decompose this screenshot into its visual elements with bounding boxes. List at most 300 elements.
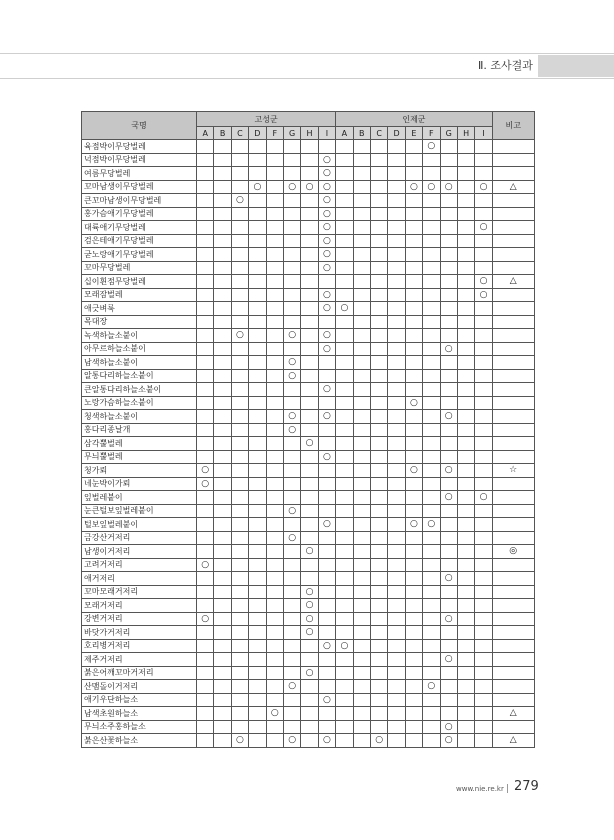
site-column-header: A xyxy=(336,127,353,140)
presence-cell xyxy=(283,248,300,262)
presence-cell xyxy=(370,612,387,626)
table-row xyxy=(82,693,535,707)
species-name: 금강산거저리 xyxy=(82,531,197,545)
presence-cell xyxy=(475,599,492,613)
presence-cell xyxy=(440,423,457,437)
presence-cell xyxy=(249,329,266,343)
presence-cell xyxy=(370,707,387,721)
species-name: 아무르하늘소붙이 xyxy=(82,342,197,356)
presence-cell xyxy=(214,545,231,559)
note-cell xyxy=(492,477,534,491)
presence-cell xyxy=(457,558,474,572)
presence-cell xyxy=(214,315,231,329)
presence-cell xyxy=(249,680,266,694)
presence-cell xyxy=(440,437,457,451)
site-column-header: D xyxy=(249,127,266,140)
presence-cell xyxy=(266,261,283,275)
presence-cell xyxy=(370,221,387,235)
presence-cell xyxy=(266,167,283,181)
note-column-header: 비고 xyxy=(492,112,534,140)
presence-cell xyxy=(440,545,457,559)
presence-cell xyxy=(475,531,492,545)
presence-cell xyxy=(266,234,283,248)
presence-cell xyxy=(318,599,335,613)
presence-cell xyxy=(336,464,353,478)
presence-cell xyxy=(440,261,457,275)
presence-cell xyxy=(249,369,266,383)
presence-cell xyxy=(249,720,266,734)
presence-cell: ○ xyxy=(440,491,457,505)
presence-cell xyxy=(318,491,335,505)
presence-cell xyxy=(440,329,457,343)
presence-cell xyxy=(405,639,422,653)
presence-cell xyxy=(370,639,387,653)
presence-cell xyxy=(318,720,335,734)
presence-cell xyxy=(370,464,387,478)
presence-cell xyxy=(370,180,387,194)
table-row xyxy=(82,167,535,181)
presence-cell xyxy=(283,396,300,410)
presence-cell xyxy=(301,639,318,653)
note-cell xyxy=(492,639,534,653)
presence-cell xyxy=(231,491,248,505)
presence-cell xyxy=(475,612,492,626)
presence-cell xyxy=(457,491,474,505)
note-cell xyxy=(492,653,534,667)
presence-cell xyxy=(353,288,370,302)
presence-cell xyxy=(405,275,422,289)
presence-cell: ○ xyxy=(440,734,457,748)
presence-cell xyxy=(301,410,318,424)
species-name: 애기우단하늘소 xyxy=(82,693,197,707)
presence-cell xyxy=(423,234,440,248)
note-cell xyxy=(492,491,534,505)
presence-cell xyxy=(266,410,283,424)
presence-cell xyxy=(440,639,457,653)
presence-cell xyxy=(318,572,335,586)
presence-cell xyxy=(353,491,370,505)
presence-cell xyxy=(370,234,387,248)
presence-cell xyxy=(336,720,353,734)
presence-cell xyxy=(370,720,387,734)
table-row xyxy=(82,180,535,194)
species-name: 녹색하늘소붙이 xyxy=(82,329,197,343)
presence-cell: ○ xyxy=(405,396,422,410)
presence-cell xyxy=(370,626,387,640)
group-inje-header: 인제군 xyxy=(336,112,493,127)
presence-cell xyxy=(197,720,214,734)
presence-cell: ○ xyxy=(283,680,300,694)
note-cell xyxy=(492,626,534,640)
presence-cell xyxy=(388,396,405,410)
presence-cell xyxy=(318,666,335,680)
note-cell xyxy=(492,194,534,208)
presence-cell: ○ xyxy=(318,207,335,221)
species-name: 노랑가슴하늘소붙이 xyxy=(82,396,197,410)
presence-cell xyxy=(231,261,248,275)
presence-cell xyxy=(214,491,231,505)
presence-cell xyxy=(457,612,474,626)
presence-cell xyxy=(283,612,300,626)
presence-cell xyxy=(370,693,387,707)
table-row xyxy=(82,356,535,370)
presence-cell xyxy=(423,342,440,356)
presence-cell xyxy=(423,666,440,680)
presence-cell: ○ xyxy=(283,423,300,437)
name-column-header: 국명 xyxy=(82,112,197,140)
species-name: 애긋벼룩 xyxy=(82,302,197,316)
presence-cell xyxy=(301,356,318,370)
presence-cell xyxy=(318,423,335,437)
presence-cell xyxy=(318,585,335,599)
presence-cell xyxy=(231,153,248,167)
note-cell xyxy=(492,207,534,221)
note-cell xyxy=(492,558,534,572)
presence-cell xyxy=(266,653,283,667)
section-tab-bar xyxy=(538,55,614,77)
table-row xyxy=(82,585,535,599)
table-row xyxy=(82,477,535,491)
presence-cell xyxy=(475,342,492,356)
table-row xyxy=(82,207,535,221)
presence-cell xyxy=(231,599,248,613)
presence-cell xyxy=(249,167,266,181)
presence-cell xyxy=(353,572,370,586)
presence-cell xyxy=(231,720,248,734)
presence-cell xyxy=(370,666,387,680)
presence-cell xyxy=(388,153,405,167)
note-cell: △ xyxy=(492,707,534,721)
presence-cell xyxy=(457,261,474,275)
presence-cell xyxy=(353,275,370,289)
presence-cell xyxy=(440,558,457,572)
presence-cell xyxy=(231,140,248,154)
presence-cell xyxy=(197,585,214,599)
presence-cell: ○ xyxy=(423,140,440,154)
presence-cell xyxy=(405,558,422,572)
presence-cell xyxy=(336,369,353,383)
note-cell: △ xyxy=(492,180,534,194)
presence-cell xyxy=(283,167,300,181)
presence-cell xyxy=(370,302,387,316)
presence-cell xyxy=(214,585,231,599)
presence-cell xyxy=(197,275,214,289)
presence-cell xyxy=(266,572,283,586)
presence-cell xyxy=(197,423,214,437)
presence-cell xyxy=(249,437,266,451)
presence-cell xyxy=(214,450,231,464)
presence-cell: ○ xyxy=(318,693,335,707)
presence-cell xyxy=(336,545,353,559)
presence-cell xyxy=(301,329,318,343)
presence-cell xyxy=(370,491,387,505)
presence-cell xyxy=(336,410,353,424)
presence-cell xyxy=(283,558,300,572)
presence-cell xyxy=(266,639,283,653)
presence-cell xyxy=(388,450,405,464)
presence-cell xyxy=(475,383,492,397)
presence-cell xyxy=(231,518,248,532)
presence-cell: ○ xyxy=(318,194,335,208)
note-cell xyxy=(492,666,534,680)
species-name: 삼각뿔벌레 xyxy=(82,437,197,451)
presence-cell xyxy=(197,504,214,518)
presence-cell xyxy=(336,423,353,437)
presence-cell xyxy=(457,464,474,478)
presence-cell xyxy=(336,153,353,167)
presence-cell xyxy=(266,396,283,410)
presence-cell xyxy=(440,531,457,545)
species-name: 털보잎벌레붙이 xyxy=(82,518,197,532)
presence-cell xyxy=(475,464,492,478)
presence-cell xyxy=(457,734,474,748)
presence-cell xyxy=(197,302,214,316)
presence-cell xyxy=(423,369,440,383)
note-cell: △ xyxy=(492,275,534,289)
presence-cell xyxy=(405,207,422,221)
presence-cell xyxy=(249,491,266,505)
presence-cell: ○ xyxy=(301,612,318,626)
table-row xyxy=(82,221,535,235)
presence-cell xyxy=(318,504,335,518)
presence-cell xyxy=(336,261,353,275)
table-row xyxy=(82,261,535,275)
presence-cell xyxy=(423,288,440,302)
presence-cell xyxy=(231,302,248,316)
presence-cell xyxy=(283,153,300,167)
presence-cell xyxy=(249,275,266,289)
presence-cell xyxy=(423,626,440,640)
presence-cell xyxy=(423,275,440,289)
presence-cell xyxy=(249,356,266,370)
presence-cell: ○ xyxy=(475,221,492,235)
species-name: 홍가슴애기무당벌레 xyxy=(82,207,197,221)
presence-cell xyxy=(231,315,248,329)
presence-cell xyxy=(231,626,248,640)
presence-cell xyxy=(214,639,231,653)
presence-cell xyxy=(440,302,457,316)
presence-cell xyxy=(336,140,353,154)
site-column-header: G xyxy=(440,127,457,140)
presence-cell: ○ xyxy=(266,707,283,721)
presence-cell xyxy=(301,369,318,383)
presence-cell xyxy=(405,329,422,343)
presence-cell xyxy=(423,545,440,559)
note-cell xyxy=(492,599,534,613)
presence-cell xyxy=(405,734,422,748)
presence-cell xyxy=(231,639,248,653)
presence-cell xyxy=(231,572,248,586)
presence-cell: ○ xyxy=(475,491,492,505)
presence-cell xyxy=(475,261,492,275)
presence-cell xyxy=(231,423,248,437)
species-name: 큰꼬마남생이무당벌레 xyxy=(82,194,197,208)
presence-cell xyxy=(283,477,300,491)
note-cell xyxy=(492,315,534,329)
presence-cell: ○ xyxy=(318,248,335,262)
note-cell xyxy=(492,221,534,235)
presence-cell xyxy=(353,585,370,599)
presence-cell xyxy=(197,450,214,464)
presence-cell xyxy=(249,234,266,248)
presence-cell xyxy=(214,261,231,275)
presence-cell xyxy=(353,504,370,518)
presence-cell xyxy=(353,545,370,559)
footer-url: www.nie.re.kr xyxy=(456,785,504,793)
presence-cell xyxy=(440,396,457,410)
presence-cell xyxy=(283,288,300,302)
presence-cell xyxy=(336,275,353,289)
species-name: 제주거저리 xyxy=(82,653,197,667)
presence-cell xyxy=(301,477,318,491)
presence-cell xyxy=(405,315,422,329)
presence-cell xyxy=(457,221,474,235)
presence-cell xyxy=(457,599,474,613)
presence-cell xyxy=(440,194,457,208)
presence-cell xyxy=(370,599,387,613)
presence-cell xyxy=(318,653,335,667)
presence-cell xyxy=(457,504,474,518)
presence-cell xyxy=(405,477,422,491)
presence-cell xyxy=(475,653,492,667)
presence-cell xyxy=(336,194,353,208)
presence-cell xyxy=(318,545,335,559)
presence-cell: ○ xyxy=(301,585,318,599)
presence-cell xyxy=(475,666,492,680)
presence-cell xyxy=(457,585,474,599)
presence-cell xyxy=(231,653,248,667)
presence-cell xyxy=(475,329,492,343)
table-row xyxy=(82,288,535,302)
presence-cell xyxy=(318,680,335,694)
species-name: 청색하늘소붙이 xyxy=(82,410,197,424)
presence-cell xyxy=(336,653,353,667)
table-row xyxy=(82,153,535,167)
presence-cell xyxy=(353,153,370,167)
presence-cell xyxy=(440,248,457,262)
presence-cell xyxy=(440,288,457,302)
presence-cell: ○ xyxy=(197,558,214,572)
presence-cell xyxy=(301,653,318,667)
presence-cell xyxy=(405,234,422,248)
species-name: 산맴돌이거저리 xyxy=(82,680,197,694)
presence-cell xyxy=(301,693,318,707)
site-column-header: I xyxy=(318,127,335,140)
presence-cell xyxy=(249,207,266,221)
note-cell xyxy=(492,288,534,302)
presence-cell xyxy=(266,491,283,505)
presence-cell xyxy=(457,396,474,410)
presence-cell xyxy=(336,518,353,532)
note-cell xyxy=(492,261,534,275)
presence-cell xyxy=(197,315,214,329)
presence-cell xyxy=(231,275,248,289)
presence-cell xyxy=(249,221,266,235)
presence-cell xyxy=(231,558,248,572)
presence-cell xyxy=(423,356,440,370)
presence-cell xyxy=(231,369,248,383)
presence-cell: ○ xyxy=(405,518,422,532)
presence-cell xyxy=(457,720,474,734)
presence-cell xyxy=(266,248,283,262)
presence-cell xyxy=(405,491,422,505)
presence-cell xyxy=(370,504,387,518)
presence-cell xyxy=(266,450,283,464)
presence-cell: ○ xyxy=(423,680,440,694)
site-column-header: I xyxy=(475,127,492,140)
presence-cell xyxy=(457,477,474,491)
presence-cell xyxy=(353,261,370,275)
presence-cell xyxy=(370,315,387,329)
presence-cell xyxy=(457,410,474,424)
presence-cell xyxy=(388,342,405,356)
presence-cell xyxy=(214,356,231,370)
presence-cell xyxy=(266,423,283,437)
presence-cell xyxy=(231,396,248,410)
presence-cell xyxy=(249,599,266,613)
presence-cell xyxy=(301,302,318,316)
presence-cell xyxy=(249,572,266,586)
presence-cell xyxy=(423,599,440,613)
presence-cell xyxy=(388,518,405,532)
presence-cell xyxy=(266,342,283,356)
presence-cell: ○ xyxy=(197,612,214,626)
presence-cell xyxy=(353,167,370,181)
site-column-header: F xyxy=(266,127,283,140)
presence-cell xyxy=(388,248,405,262)
presence-cell xyxy=(336,383,353,397)
presence-cell xyxy=(405,626,422,640)
presence-cell xyxy=(370,437,387,451)
presence-cell xyxy=(475,140,492,154)
presence-cell xyxy=(283,639,300,653)
table-row xyxy=(82,572,535,586)
presence-cell xyxy=(475,167,492,181)
presence-cell xyxy=(405,653,422,667)
presence-cell xyxy=(249,140,266,154)
species-name: 잎벌레붙이 xyxy=(82,491,197,505)
presence-cell xyxy=(370,680,387,694)
presence-cell xyxy=(197,167,214,181)
presence-cell xyxy=(370,288,387,302)
table-row xyxy=(82,302,535,316)
presence-cell xyxy=(231,450,248,464)
presence-cell xyxy=(197,491,214,505)
presence-cell xyxy=(318,531,335,545)
presence-cell xyxy=(336,248,353,262)
presence-cell xyxy=(457,666,474,680)
presence-cell: ○ xyxy=(336,639,353,653)
presence-cell xyxy=(353,707,370,721)
presence-cell: ○ xyxy=(440,342,457,356)
presence-cell xyxy=(266,180,283,194)
presence-cell xyxy=(457,531,474,545)
presence-cell xyxy=(231,342,248,356)
presence-cell xyxy=(457,194,474,208)
presence-cell: ○ xyxy=(301,437,318,451)
presence-cell xyxy=(301,518,318,532)
table-row xyxy=(82,491,535,505)
presence-cell xyxy=(388,464,405,478)
presence-cell xyxy=(301,531,318,545)
presence-cell xyxy=(388,423,405,437)
presence-cell xyxy=(318,464,335,478)
presence-cell xyxy=(301,491,318,505)
presence-cell xyxy=(405,153,422,167)
presence-cell xyxy=(249,518,266,532)
presence-cell xyxy=(405,585,422,599)
presence-cell xyxy=(336,558,353,572)
